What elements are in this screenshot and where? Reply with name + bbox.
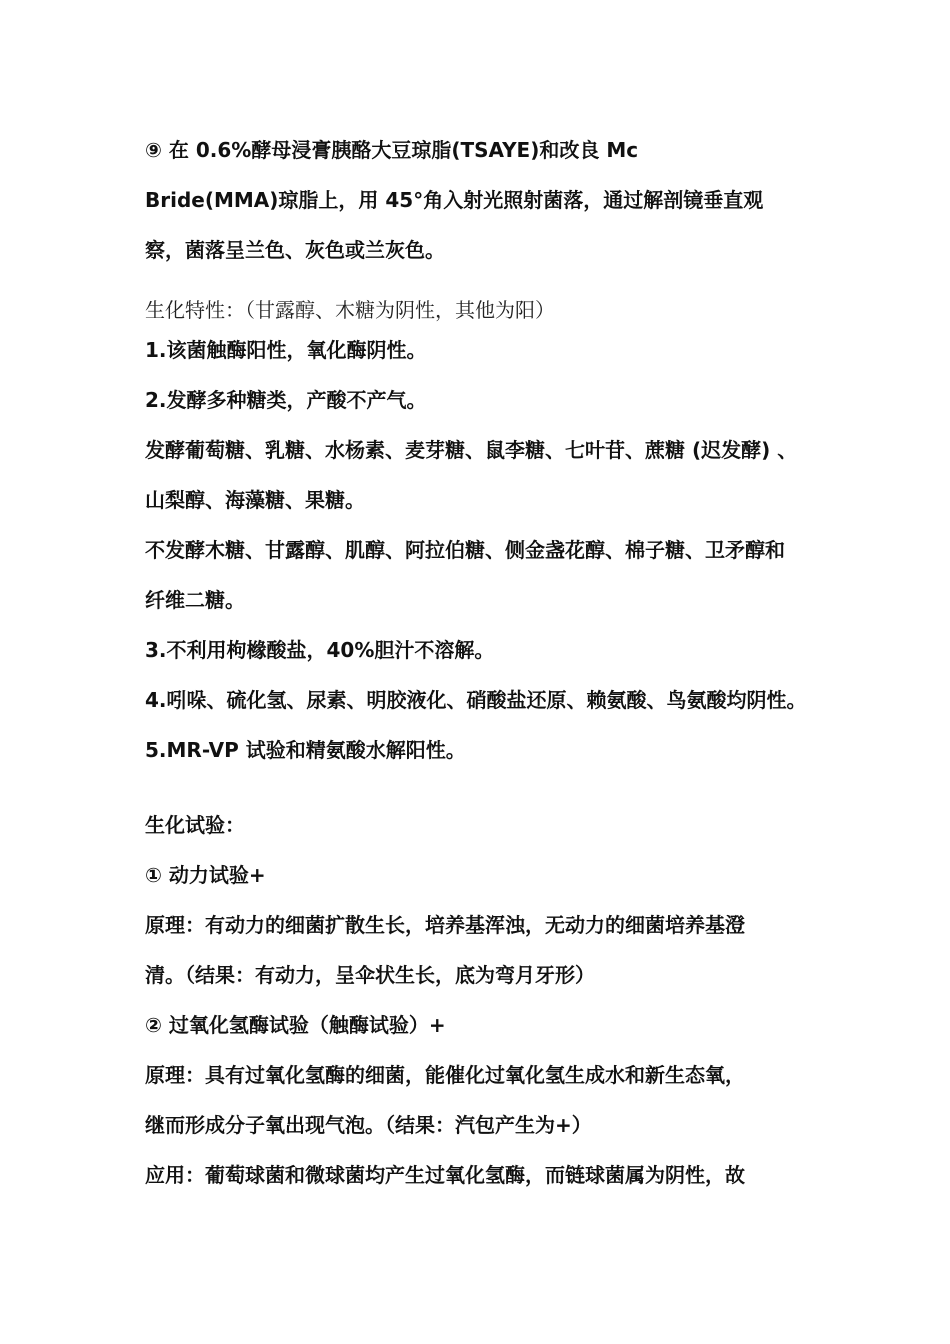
text-line-10: 纤维二糖。 (145, 588, 245, 612)
text-line-19: 原理：具有过氧化氢酶的细菌，能催化过氧化氢生成水和新生态氧， (145, 1063, 745, 1087)
text-line-7: 发酵葡萄糖、乳糖、水杨素、麦芽糖、鼠李糖、七叶苷、蔗糖 (迟发酵) 、 (145, 438, 798, 462)
text-line-6: 2.发酵多种糖类，产酸不产气。 (145, 388, 427, 412)
text-line-15: ① 动力试验+ (145, 863, 266, 887)
text-line-9: 不发酵木糖、甘露醇、肌醇、阿拉伯糖、侧金盏花醇、棉子糖、卫矛醇和 (145, 538, 785, 562)
section-heading-biochemical-properties: 生化特性：（甘露醇、木糖为阴性，其他为阳） (145, 298, 555, 322)
text-line-13: 5.MR-VP 试验和精氨酸水解阳性。 (145, 738, 466, 762)
text-line-12: 4.吲哚、硫化氢、尿素、明胶液化、硝酸盐还原、赖氨酸、鸟氨酸均阴性。 (145, 688, 807, 712)
text-line-16: 原理：有动力的细菌扩散生长，培养基浑浊，无动力的细菌培养基澄 (145, 913, 745, 937)
text-line-18: ② 过氧化氢酶试验（触酶试验）+ (145, 1013, 446, 1037)
text-line-2: Bride(MMA)琼脂上，用 45°角入射光照射菌落，通过解剖镜垂直观 (145, 188, 764, 212)
text-line-21: 应用：葡萄球菌和微球菌均产生过氧化氢酶，而链球菌属为阴性，故 (145, 1163, 745, 1187)
text-line-17: 清。（结果：有动力，呈伞状生长，底为弯月牙形） (145, 963, 595, 987)
text-line-1: ⑨ 在 0.6%酵母浸膏胰酪大豆琼脂(TSAYE)和改良 Mc (145, 138, 639, 162)
section-heading-biochemical-tests: 生化试验： (145, 813, 245, 837)
text-line-3: 察，菌落呈兰色、灰色或兰灰色。 (145, 238, 445, 262)
text-line-11: 3.不利用枸橼酸盐，40%胆汁不溶解。 (145, 638, 495, 662)
text-line-5: 1.该菌触酶阳性，氧化酶阴性。 (145, 338, 427, 362)
text-line-20: 继而形成分子氧出现气泡。（结果：汽包产生为+） (145, 1113, 592, 1137)
text-line-8: 山梨醇、海藻糖、果糖。 (145, 488, 365, 512)
